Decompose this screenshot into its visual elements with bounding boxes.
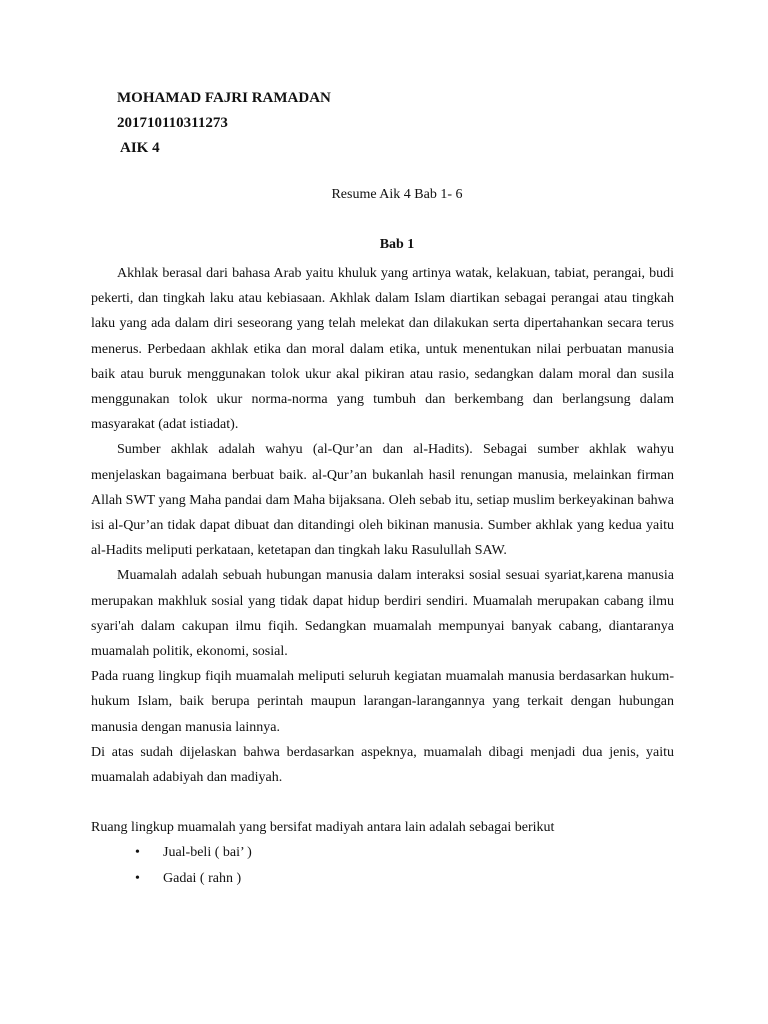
bullet-icon: • (135, 870, 140, 886)
paragraph-fiqih-scope: Pada ruang lingkup fiqih muamalah meliputi seluruh kegiatan muamalah manusia berdasarkan hukum-hukum Islam, baik berupa perintah maupun larangan-larangannya yang terkait dengan hubungan manusia dengan manusia lainnya. (91, 669, 674, 735)
course-code: AIK 4 (120, 140, 160, 156)
student-id: 201710110311273 (117, 115, 228, 131)
spacer (91, 790, 674, 815)
author-name: MOHAMAD FAJRI RAMADAN (117, 90, 331, 106)
list-item-text: Jual-beli ( bai’ ) (163, 845, 252, 861)
list-item (135, 866, 674, 891)
paragraph-akhlak-definition: Akhlak berasal dari bahasa Arab yaitu khuluk yang artinya watak, kelakuan, tabiat, perangai, budi pekerti, dan tingkah laku atau kebiasaan. Akhlak dalam Islam diartikan sebagai perangai atau tingkah laku yang ada dalam diri seseorang yang telah melekat dan dilakukan serta dipertahankan secara terus menerus. Perbedaan akhlak etika dan moral dalam etika, untuk menentukan nilai perbuatan manusia baik atau buruk menggunakan tolok ukur akal pikiran atau rasio, sedangkan dalam moral dan susila menggunakan tolok ukur norma-norma yang tumbuh dan berkembang dan berlangsung dalam masyarakat (adat istiadat). (91, 266, 674, 433)
document-body (91, 261, 674, 891)
paragraph-muamalah-types: Di atas sudah dijelaskan bahwa berdasarkan aspeknya, muamalah dibagi menjadi dua jenis, yaitu muamalah adabiyah dan madiyah. (91, 744, 674, 786)
document-title: Resume Aik 4 Bab 1- 6 (331, 187, 463, 202)
list-item-text: Gadai ( rahn ) (163, 870, 242, 886)
bullet-icon: • (135, 845, 140, 861)
list-item (135, 840, 674, 865)
paragraph-muamalah-definition: Muamalah adalah sebuah hubungan manusia dalam interaksi sosial sesuai syariat,karena manusia merupakan makhluk sosial yang tidak dapat hidup berdiri sendiri. Muamalah merupakan cabang ilmu syari'ah dalam cakupan ilmu fiqih. Sedangkan muamalah mempunyai banyak cabang, diantaranya muamalah politik, ekonomi, sosial. (91, 568, 674, 660)
paragraph-akhlak-source: Sumber akhlak adalah wahyu (al-Qur’an dan al-Hadits). Sebagai sumber akhlak wahyu menjelaskan bagaimana berbuat baik. al-Qur’an bukanlah hasil renungan manusia, melainkan firman Allah SWT yang Maha pandai dam Maha bijaksana. Oleh sebab itu, setiap muslim berkeyakinan bahwa isi al-Qur’an tidak dapat dibuat dan ditandingi oleh bikinan manusia. Sumber akhlak yang kedua yaitu al-Hadits meliputi perkataan, ketetapan dan tingkah laku Rasulullah SAW. (91, 442, 674, 559)
madiyah-list (91, 840, 674, 890)
author-header (117, 86, 331, 161)
paragraph-madiyah-scope: Ruang lingkup muamalah yang bersifat madiyah antara lain adalah sebagai berikut (91, 820, 555, 836)
chapter-title: Bab 1 (379, 237, 415, 252)
